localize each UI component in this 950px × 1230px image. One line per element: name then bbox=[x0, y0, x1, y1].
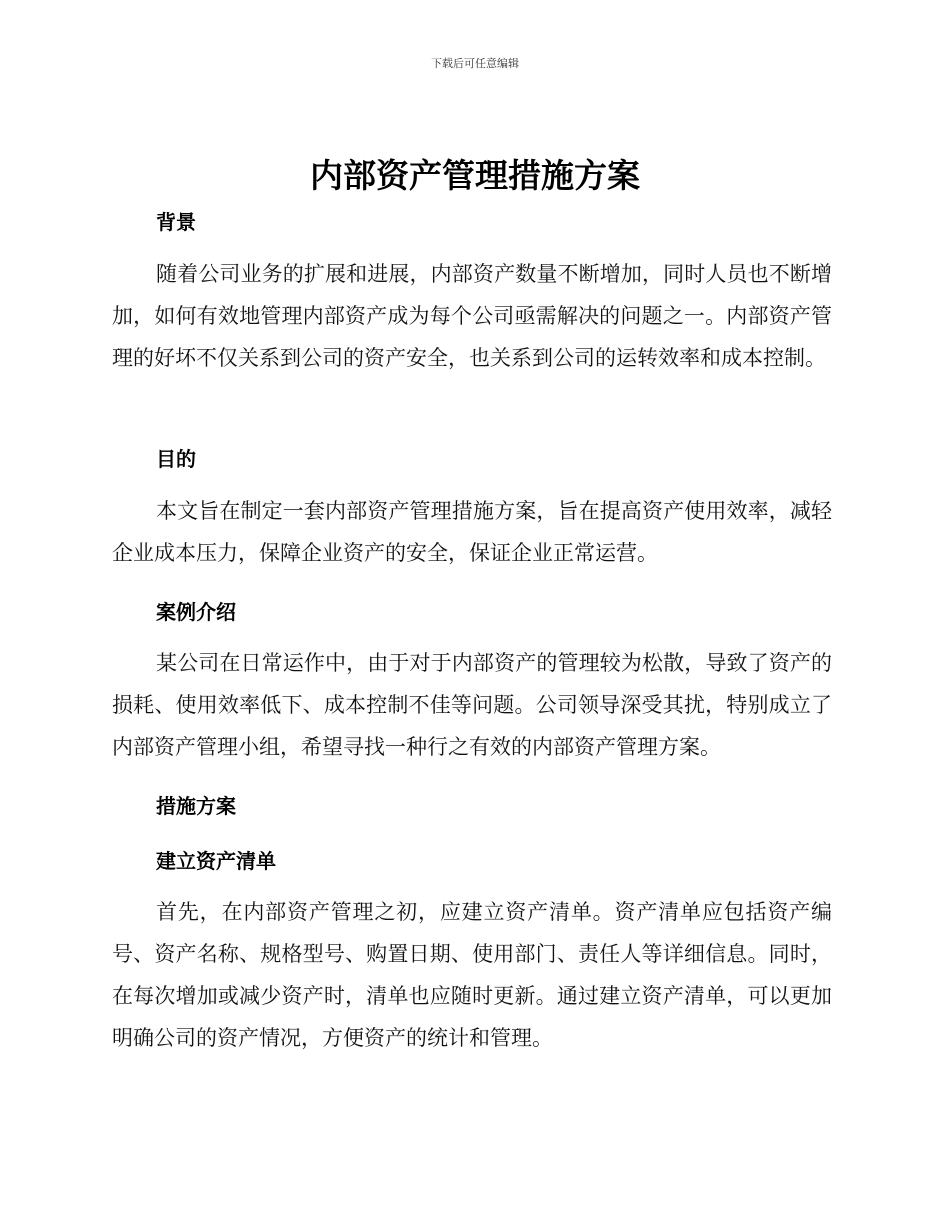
heading-measures: 措施方案 bbox=[156, 794, 236, 818]
heading-case: 案例介绍 bbox=[156, 600, 236, 624]
paragraph-asset-list: 首先，在内部资产管理之初，应建立资产清单。资产清单应包括资产编号、资产名称、规格型号、购置日期、使用部门、责任人等详细信息。同时，在每次增加或减少资产时，清单也应随时更新。通过建立资产清单，可以更加明确公司的资产情况，方便资产的统计和管理。 bbox=[112, 900, 832, 1050]
paragraph-case: 某公司在日常运作中，由于对于内部资产的管理较为松散，导致了资产的损耗、使用效率低下、成本控制不佳等问题。公司领导深受其扰，特别成立了内部资产管理小组，希望寻找一种行之有效的内部资产管理方案。 bbox=[112, 651, 832, 759]
heading-purpose: 目的 bbox=[156, 447, 196, 471]
paragraph-purpose: 本文旨在制定一套内部资产管理措施方案，旨在提高资产使用效率，减轻企业成本压力，保障企业资产的安全，保证企业正常运营。 bbox=[112, 499, 832, 565]
paragraph-background: 随着公司业务的扩展和进展，内部资产数量不断增加，同时人员也不断增加，如何有效地管理内部资产成为每个公司亟需解决的问题之一。内部资产管理的好坏不仅关系到公司的资产安全，也关系到公司的运转效率和成本控制。 bbox=[112, 262, 832, 370]
header-note: 下载后可任意编辑 bbox=[431, 57, 519, 70]
heading-background: 背景 bbox=[156, 210, 196, 234]
document-title: 内部资产管理措施方案 bbox=[310, 156, 640, 195]
heading-asset-list: 建立资产清单 bbox=[156, 849, 276, 873]
